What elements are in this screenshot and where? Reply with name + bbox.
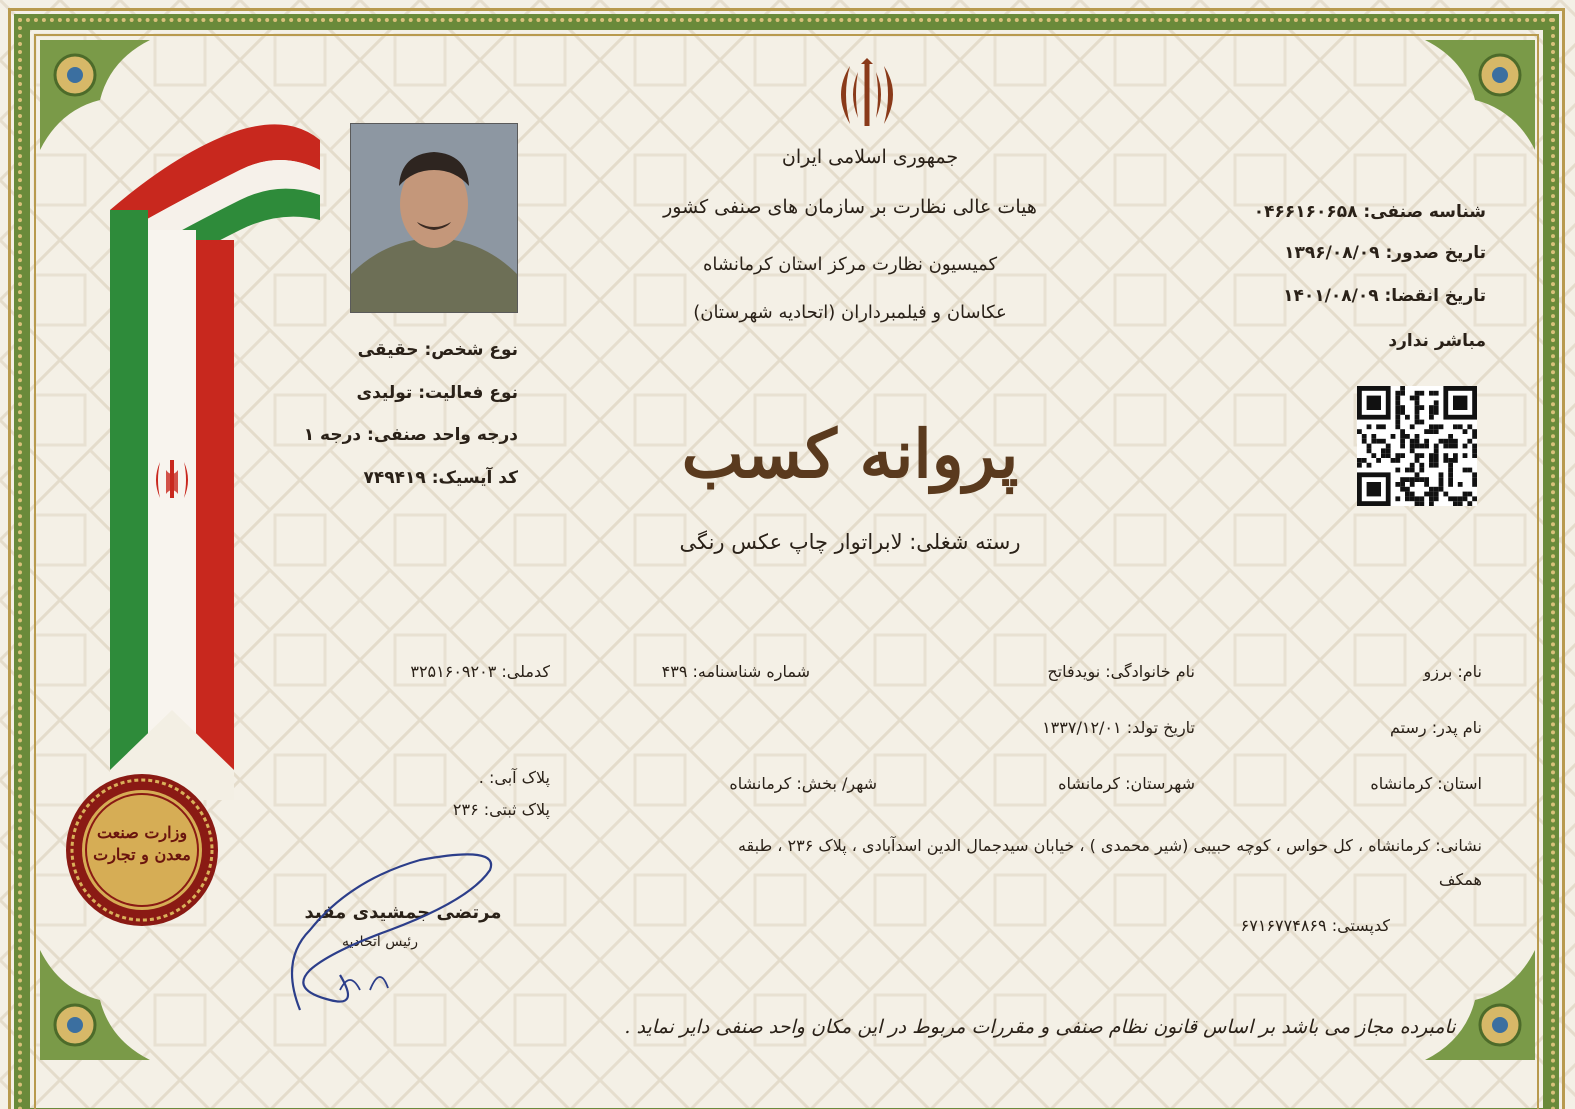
issue-date: تاریخ صدور: ۱۳۹۶/۰۸/۰۹ xyxy=(1284,243,1486,263)
unit-grade: درجه واحد صنفی: درجه ۱ xyxy=(303,425,518,445)
signer-role: رئیس اتحادیه xyxy=(342,934,418,950)
expiry-date: تاریخ انقضا: ۱۴۰۱/۰۸/۰۹ xyxy=(1283,286,1486,306)
person-cert-no: شماره شناسنامه: ۴۳۹ xyxy=(661,662,810,681)
iran-emblem-icon xyxy=(830,58,904,130)
person-national-code: کدملی: ۳۲۵۱۶۰۹۲۰۳ xyxy=(410,662,550,681)
isic-code: کد آیسیک: ۷۴۹۴۱۹ xyxy=(363,468,518,488)
header-council: هیات عالی نظارت بر سازمان های صنفی کشور xyxy=(663,196,1037,218)
header-union: عکاسان و فیلمبرداران (اتحادیه شهرستان) xyxy=(693,302,1007,323)
footer-statement: نامبرده مجاز می باشد بر اساس قانون نظام صنفی و مقررات مربوط در این مکان واحد صنفی دایر نماید . xyxy=(624,1016,1456,1038)
applicant-photo xyxy=(350,123,518,313)
corner-ornament-icon xyxy=(1415,940,1535,1060)
address-line-2: همکف xyxy=(1438,870,1482,889)
activity-type: نوع فعالیت: تولیدی xyxy=(356,383,518,403)
header-country: جمهوری اسلامی ایران xyxy=(781,146,959,168)
occupation-label: رسته شغلی: لابراتوار چاپ عکس رنگی xyxy=(679,530,1021,554)
corner-ornament-icon xyxy=(40,940,160,1060)
page-title: پروانه کسب xyxy=(681,415,1019,493)
address-line-1: نشانی: کرمانشاه ، کل حواس ، کوچه حبیبی (شیر محمدی ) ، خیابان سیدجمال الدین اسدآبادی ، پلاک ۲۳۶ ، طبقه xyxy=(737,836,1482,855)
flag-ribbon-icon xyxy=(70,110,330,800)
signer-name: مرتضی جمشیدی مفید xyxy=(304,902,502,923)
person-province: استان: کرمانشاه xyxy=(1370,774,1482,793)
registration-plate: پلاک ثبتی: ۲۳۶ xyxy=(452,800,550,819)
person-county: شهرستان: کرمانشاه xyxy=(1058,774,1195,793)
person-name: نام: برزو xyxy=(1423,662,1482,681)
qr-code-icon[interactable] xyxy=(1357,386,1477,506)
person-family: نام خانوادگی: نویدفاتح xyxy=(1047,662,1195,681)
guild-id: شناسه صنفی: ۰۴۶۶۱۶۰۶۵۸ xyxy=(1253,202,1486,222)
header-commission: کمیسیون نظارت مرکز استان کرمانشاه xyxy=(702,254,998,275)
person-birth-date: تاریخ تولد: ۱۳۳۷/۱۲/۰۱ xyxy=(1042,718,1195,737)
corner-ornament-icon xyxy=(1415,40,1535,160)
person-city: شهر/ بخش: کرمانشاه xyxy=(729,774,877,793)
person-father: نام پدر: رستم xyxy=(1390,718,1482,737)
person-type: نوع شخص: حقیقی xyxy=(357,340,518,360)
manager-status: مباشر ندارد xyxy=(1388,331,1486,351)
postal-code: کدپستی: ۶۷۱۶۷۷۴۸۶۹ xyxy=(1240,916,1390,935)
blue-plate: پلاک آبی: . xyxy=(478,768,550,787)
signature-scribble-icon xyxy=(270,840,510,1020)
seal-text: وزارت صنعت معدن و تجارت xyxy=(93,823,191,864)
person-portrait-icon xyxy=(351,124,517,312)
